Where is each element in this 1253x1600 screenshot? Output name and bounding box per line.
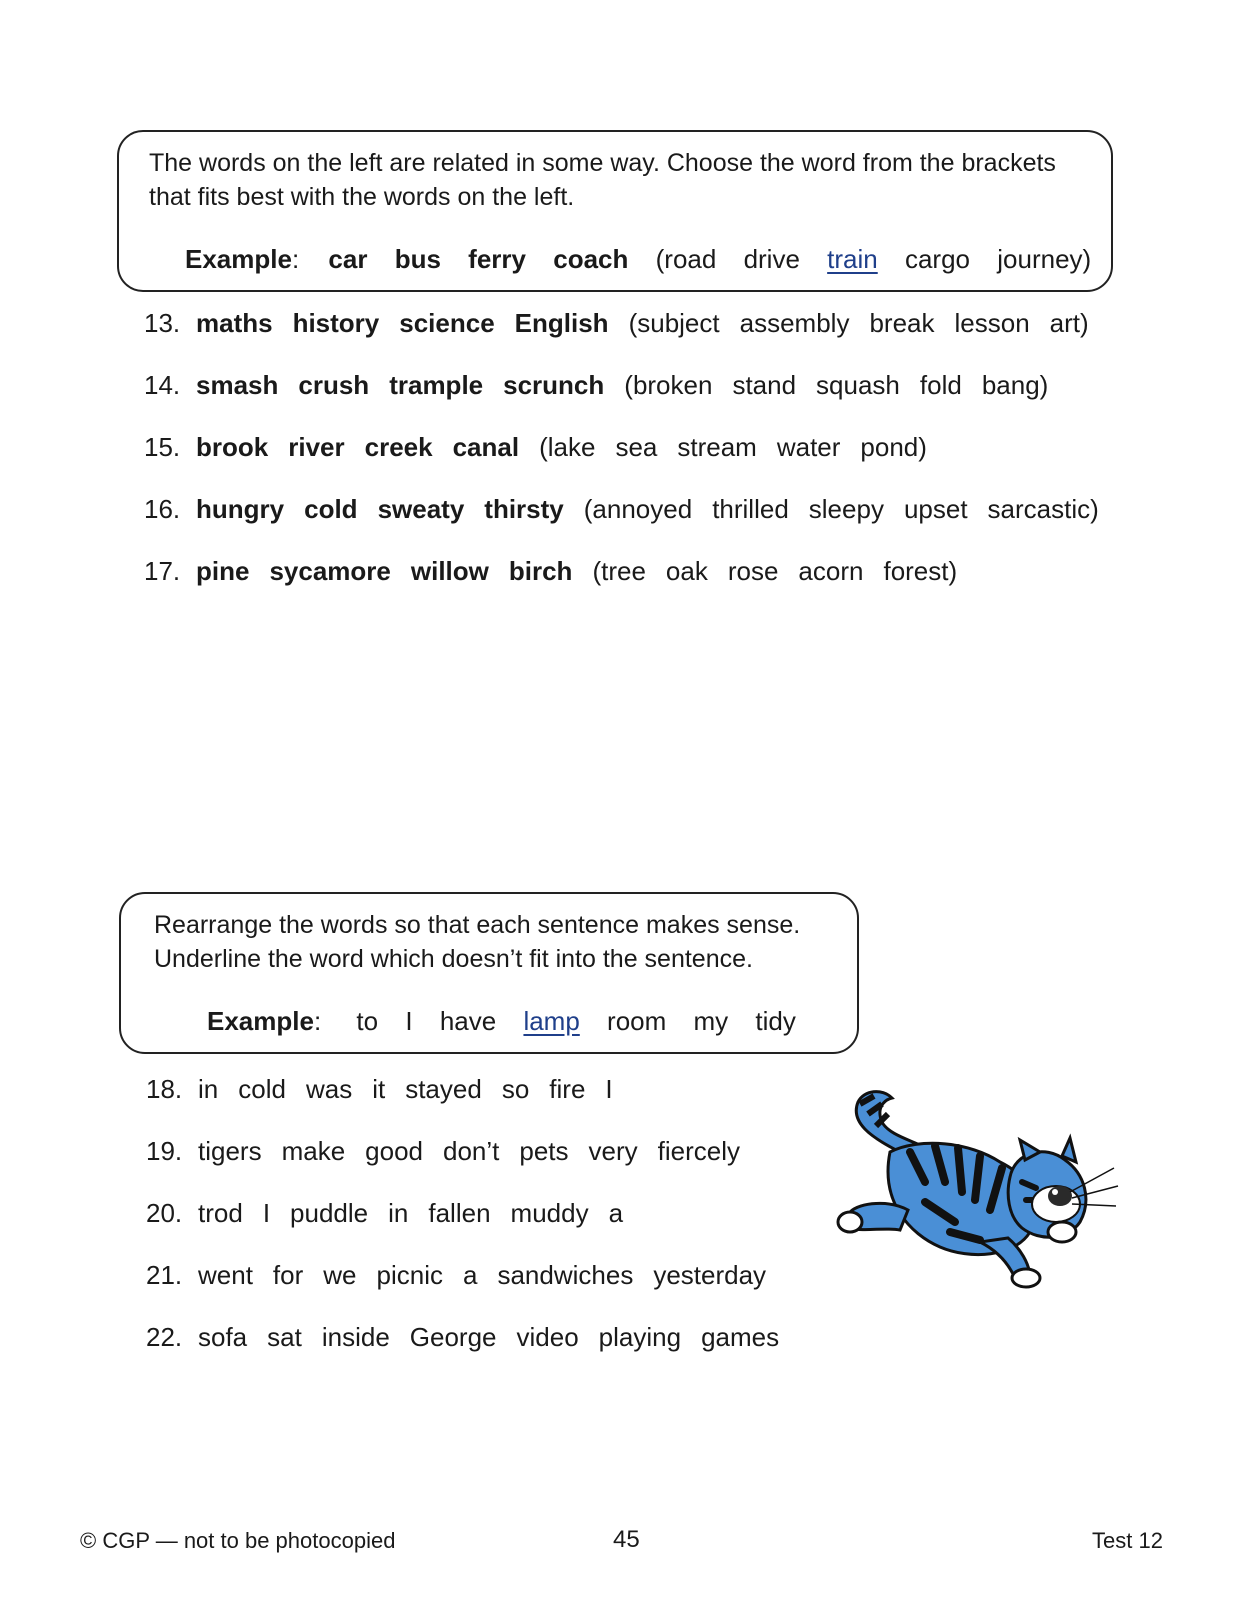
option-word[interactable]: (broken — [624, 370, 713, 400]
sentence-word[interactable]: cold — [238, 1074, 286, 1104]
sentence-word[interactable]: went — [198, 1260, 253, 1290]
question-word: creek — [364, 432, 433, 462]
sentence-word[interactable]: muddy — [510, 1198, 589, 1228]
question-22 — [146, 1322, 779, 1353]
sentence-word[interactable]: playing — [598, 1322, 682, 1352]
sentence-word[interactable]: fiercely — [657, 1136, 741, 1166]
option-word[interactable]: thrilled — [712, 494, 789, 524]
sentence-word[interactable]: make — [281, 1136, 346, 1166]
example-2: Example: to I have lamp room my tidy — [207, 1006, 796, 1036]
option-word[interactable]: acorn — [798, 556, 864, 586]
sentence-word[interactable]: so — [501, 1074, 530, 1104]
sentence-word[interactable]: fallen — [428, 1198, 491, 1228]
example-word: I — [405, 1006, 413, 1036]
sentence-word[interactable]: tigers — [198, 1136, 262, 1166]
sentence-word[interactable]: games — [701, 1322, 780, 1352]
example-word: my — [693, 1006, 729, 1036]
sentence-word[interactable]: George — [409, 1322, 497, 1352]
question-word: scrunch — [503, 370, 605, 400]
option-word[interactable]: rose — [727, 556, 779, 586]
option-word[interactable]: stand — [732, 370, 797, 400]
example-word: tidy — [755, 1006, 796, 1036]
question-word: science — [399, 308, 495, 338]
question-13 — [144, 308, 1089, 339]
sentence-word[interactable]: sandwiches — [497, 1260, 634, 1290]
question-17 — [144, 556, 957, 587]
question-19 — [146, 1136, 740, 1167]
sentence-word[interactable]: I — [605, 1074, 613, 1104]
example-label: Example — [207, 1006, 314, 1036]
question-word: canal — [452, 432, 520, 462]
question-15 — [144, 432, 927, 463]
example-word: car — [328, 244, 368, 274]
option-word[interactable]: oak — [665, 556, 708, 586]
page-number: 45 — [613, 1526, 640, 1553]
example-1: Example: car bus ferry coach (road drive train cargo journey) — [185, 244, 1092, 274]
question-word: hungry — [196, 494, 285, 524]
instruction-box-1 — [117, 130, 1113, 292]
question-word: brook — [196, 432, 269, 462]
sentence-word[interactable]: very — [588, 1136, 638, 1166]
sentence-word[interactable]: in — [198, 1074, 219, 1104]
example-option: drive — [743, 244, 800, 274]
example-option: journey) — [997, 244, 1092, 274]
example-word: to — [356, 1006, 379, 1036]
sentence-word[interactable]: a — [463, 1260, 478, 1290]
instruction-box-2 — [119, 892, 859, 1054]
option-word[interactable]: (tree — [592, 556, 646, 586]
copyright-notice: © CGP — not to be photocopied — [80, 1528, 396, 1553]
sentence-word[interactable]: video — [516, 1322, 579, 1352]
example-answer: train — [827, 244, 878, 274]
sentence-word[interactable]: sat — [267, 1322, 302, 1352]
question-word: birch — [508, 556, 573, 586]
question-word: sweaty — [377, 494, 465, 524]
option-word[interactable]: (subject — [628, 308, 720, 338]
example-option: cargo — [904, 244, 971, 274]
example-word: have — [439, 1006, 497, 1036]
question-20 — [146, 1198, 623, 1229]
option-word[interactable]: fold — [919, 370, 962, 400]
option-word[interactable]: upset — [903, 494, 968, 524]
sentence-word[interactable]: I — [262, 1198, 271, 1228]
option-word[interactable]: lesson — [954, 308, 1030, 338]
sentence-word[interactable]: picnic — [376, 1260, 443, 1290]
example-answer: lamp — [523, 1006, 580, 1036]
question-21 — [146, 1260, 766, 1291]
option-word[interactable]: sarcastic) — [987, 494, 1099, 524]
question-18 — [146, 1074, 613, 1105]
question-word: sycamore — [269, 556, 391, 586]
sentence-word[interactable]: yesterday — [653, 1260, 767, 1290]
question-word: trample — [389, 370, 484, 400]
question-number: 18. — [146, 1074, 183, 1104]
sentence-word[interactable]: in — [388, 1198, 409, 1228]
question-word: river — [288, 432, 345, 462]
option-word[interactable]: assembly — [739, 308, 850, 338]
question-number: 19. — [146, 1136, 183, 1166]
question-number: 20. — [146, 1198, 183, 1228]
option-word[interactable]: forest) — [883, 556, 958, 586]
example-label: Example — [185, 244, 292, 274]
question-16 — [144, 494, 1099, 525]
question-word: pine — [196, 556, 250, 586]
question-number: 22. — [146, 1322, 183, 1352]
question-word: cold — [304, 494, 358, 524]
sentence-word[interactable]: inside — [321, 1322, 390, 1352]
option-word[interactable]: break — [869, 308, 935, 338]
sentence-word[interactable]: puddle — [290, 1198, 369, 1228]
example-option: (road — [655, 244, 717, 274]
option-word[interactable]: stream — [677, 432, 757, 462]
question-number: 21. — [146, 1260, 183, 1290]
sentence-word[interactable]: it — [372, 1074, 386, 1104]
option-word[interactable]: bang) — [981, 370, 1049, 400]
question-number: 14. — [144, 370, 181, 400]
sentence-word[interactable]: stayed — [405, 1074, 482, 1104]
question-word: willow — [410, 556, 489, 586]
question-14 — [144, 370, 1048, 401]
sentence-word[interactable]: for — [272, 1260, 304, 1290]
sentence-word[interactable]: was — [305, 1074, 353, 1104]
question-number: 15. — [144, 432, 181, 462]
option-word[interactable]: sea — [615, 432, 658, 462]
sentence-word[interactable]: pets — [519, 1136, 569, 1166]
instruction-text-1: The words on the left are related in some way. Choose the word from the brackets that fits best with the words on the left. — [149, 149, 1056, 211]
instruction-text-2: Rearrange the words so that each sentence makes sense. Underline the word which doesn’t fit into the sentence. — [154, 911, 801, 973]
sentence-word[interactable]: a — [608, 1198, 624, 1228]
option-word[interactable]: (lake — [539, 432, 596, 462]
tiger-illustration — [830, 1082, 1120, 1292]
question-number: 16. — [144, 494, 181, 524]
sentence-word[interactable]: sofa — [198, 1322, 248, 1352]
example-word: coach — [553, 244, 629, 274]
example-word: room — [607, 1006, 667, 1036]
question-word: history — [292, 308, 380, 338]
question-word: maths — [196, 308, 273, 338]
example-word: bus — [394, 244, 441, 274]
question-word: thirsty — [484, 494, 564, 524]
example-word: ferry — [468, 244, 526, 274]
question-number: 13. — [144, 308, 181, 338]
option-word[interactable]: (annoyed — [583, 494, 693, 524]
test-label: Test 12 — [1092, 1528, 1163, 1553]
option-word[interactable]: sleepy — [808, 494, 884, 524]
sentence-word[interactable]: we — [323, 1260, 357, 1290]
sentence-word[interactable]: good — [365, 1136, 423, 1166]
option-word[interactable]: pond) — [860, 432, 927, 462]
option-word[interactable]: squash — [816, 370, 900, 400]
option-word[interactable]: water — [776, 432, 841, 462]
question-word: English — [514, 308, 609, 338]
sentence-word[interactable]: trod — [198, 1198, 243, 1228]
sentence-word[interactable]: fire — [549, 1074, 586, 1104]
question-word: smash — [196, 370, 279, 400]
option-word[interactable]: art) — [1049, 308, 1089, 338]
question-word: crush — [298, 370, 370, 400]
question-number: 17. — [144, 556, 181, 586]
sentence-word[interactable]: don’t — [443, 1136, 500, 1166]
